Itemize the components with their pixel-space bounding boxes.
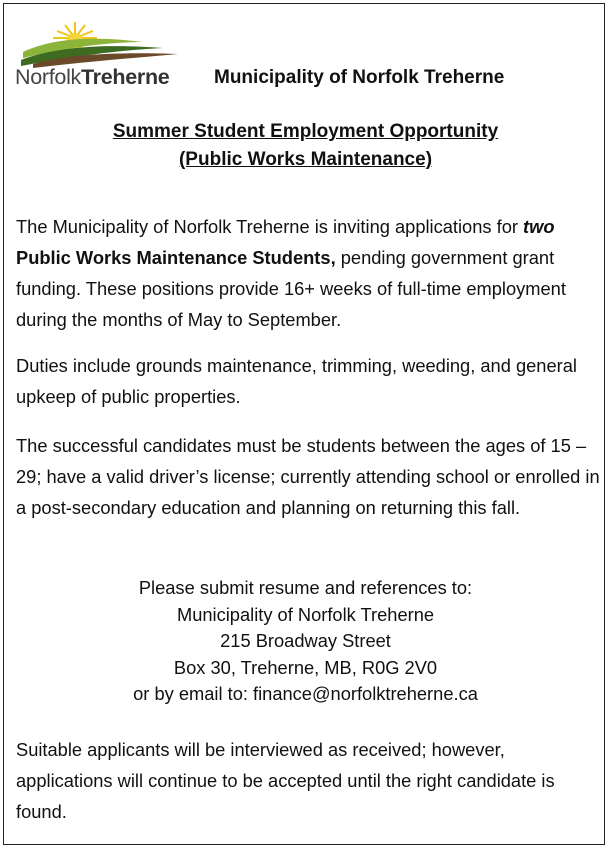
intro-positions: Public Works Maintenance Students, [16, 247, 336, 268]
municipality-logo [13, 18, 193, 98]
intro-paragraph [16, 211, 601, 335]
contact-instruction: Please submit resume and references to: [138, 577, 473, 598]
intro-text-a: The Municipality of Norfolk Treherne is inviting applications for [16, 216, 524, 237]
contact-block [0, 575, 611, 708]
intro-text-d: pending government grant funding. These positions provide 16+ weeks of full-time employment during the months of May to September. [16, 247, 566, 330]
duties-paragraph: Duties include grounds maintenance, trimming, weeding, and general upkeep of public properties. [16, 355, 577, 407]
requirements-paragraph: The successful candidates must be students between the ages of 15 – 29; have a valid driver’s license; currently attending school or enrolled in a post-secondary education and planning on returning this fall. [16, 435, 600, 518]
logo-word-treherne: Treherne [81, 65, 170, 89]
posting-subtitle: (Public Works Maintenance) [178, 149, 433, 170]
municipality-title: Municipality of Norfolk Treherne [214, 67, 505, 88]
contact-box-city: Box 30, Treherne, MB, R0G 2V0 [173, 656, 438, 678]
contact-street: 215 Broadway Street [220, 630, 391, 651]
sun-fields-logo-graphic [13, 18, 193, 68]
logo-wordmark [15, 65, 169, 90]
intro-emphasis-two: two [523, 216, 555, 237]
closing-paragraph: Suitable applicants will be interviewed as received; however, applications will continue to be accepted until the right candidate is found. [16, 739, 555, 822]
contact-email: or by email to: finance@norfolktreherne.ca [133, 683, 478, 704]
logo-word-norfolk: Norfolk [15, 65, 82, 89]
contact-organization: Municipality of Norfolk Treherne [176, 603, 435, 625]
posting-title: Summer Student Employment Opportunity [112, 121, 499, 142]
